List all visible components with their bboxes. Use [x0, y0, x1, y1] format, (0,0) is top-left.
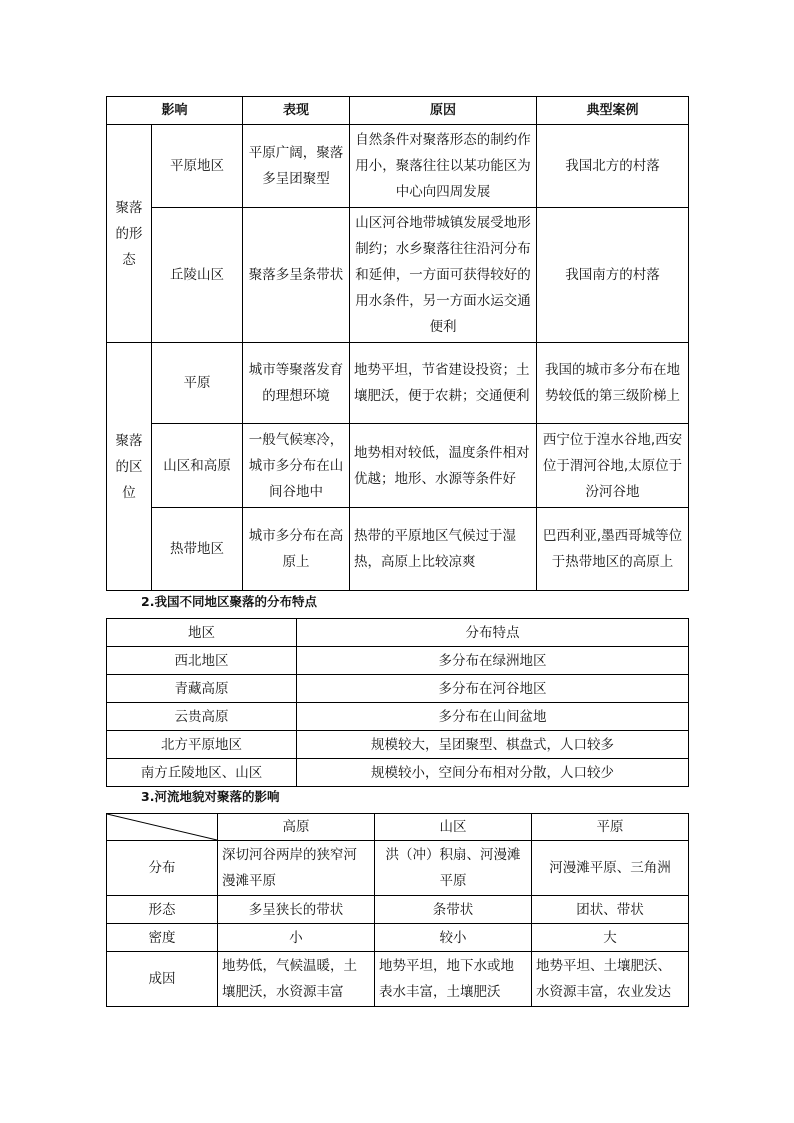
table-row: [107, 759, 689, 787]
row-value: 较小: [375, 924, 532, 952]
row-region: 北方平原地区: [107, 731, 297, 759]
row-value: 深切河谷两岸的狭窄河漫滩平原: [218, 841, 375, 896]
table-row: [107, 125, 689, 208]
row-reason: 山区河谷地带城镇发展受地形制约；水乡聚落往往沿河分布和延伸，一方面可获得较好的用水条件，另一方面水运交通便利: [350, 208, 537, 343]
row-reason: 地势相对较低，温度条件相对优越；地形、水源等条件好: [350, 424, 537, 508]
row-label: 分布: [107, 841, 218, 896]
row-label: 成因: [107, 952, 218, 1007]
group-label-form: 聚落的形态: [107, 125, 152, 343]
table-header-row: [107, 814, 689, 841]
header-influence: 影响: [107, 97, 243, 125]
row-distribution: 多分布在河谷地区: [297, 675, 689, 703]
row-reason: 自然条件对聚落形态的制约作用小，聚落往往以某功能区为中心向四周发展: [350, 125, 537, 208]
row-reason: 地势平坦，节省建设投资；土壤肥沃，便于农耕；交通便利: [350, 343, 537, 424]
row-value: 河漫滩平原、三角洲: [532, 841, 689, 896]
row-feature: 聚落多呈条带状: [243, 208, 350, 343]
row-type: 山区和高原: [152, 424, 243, 508]
row-example: 巴西利亚,墨西哥城等位于热带地区的高原上: [537, 508, 689, 591]
row-type: 平原: [152, 343, 243, 424]
regional-distribution-table: [106, 618, 689, 787]
header-reason: 原因: [350, 97, 537, 125]
row-value: 地势低，气候温暖，土壤肥沃，水资源丰富: [218, 952, 375, 1007]
row-region: 云贵高原: [107, 703, 297, 731]
row-value: 大: [532, 924, 689, 952]
header-mountain: 山区: [375, 814, 532, 841]
row-reason: 热带的平原地区气候过于湿热，高原上比较凉爽: [350, 508, 537, 591]
table-row: [107, 647, 689, 675]
table-row: [107, 731, 689, 759]
table-row: [107, 841, 689, 896]
header-plain: 平原: [532, 814, 689, 841]
row-value: 地势平坦、土壤肥沃、水资源丰富，农业发达: [532, 952, 689, 1007]
header-region: 地区: [107, 619, 297, 647]
table-row: [107, 208, 689, 343]
row-example: 我国北方的村落: [537, 125, 689, 208]
section-caption-3: 3.河流地貌对聚落的影响: [141, 789, 280, 804]
row-feature: 一般气候寒冷，城市多分布在山间谷地中: [243, 424, 350, 508]
row-value: 小: [218, 924, 375, 952]
row-example: 我国的城市多分布在地势较低的第三级阶梯上: [537, 343, 689, 424]
table-header-row: [107, 97, 689, 125]
row-value: 地势平坦，地下水或地表水丰富，土壤肥沃: [375, 952, 532, 1007]
table-row: [107, 343, 689, 424]
row-example: 我国南方的村落: [537, 208, 689, 343]
table-header-row: [107, 619, 689, 647]
row-region: 青藏高原: [107, 675, 297, 703]
row-label: 形态: [107, 896, 218, 924]
diagonal-corner-cell: [107, 814, 218, 841]
row-distribution: 多分布在绿洲地区: [297, 647, 689, 675]
row-region: 西北地区: [107, 647, 297, 675]
row-value: 团状、带状: [532, 896, 689, 924]
row-type: 热带地区: [152, 508, 243, 591]
header-plateau: 高原: [218, 814, 375, 841]
header-distribution: 分布特点: [297, 619, 689, 647]
row-feature: 城市等聚落发育的理想环境: [243, 343, 350, 424]
header-feature: 表现: [243, 97, 350, 125]
row-distribution: 规模较小，空间分布相对分散，人口较少: [297, 759, 689, 787]
section-caption-2: 2.我国不同地区聚落的分布特点: [141, 594, 317, 609]
table-row: [107, 424, 689, 508]
diagonal-line: [107, 814, 217, 840]
table-row: [107, 675, 689, 703]
table-row: [107, 508, 689, 591]
river-landform-table: [106, 813, 689, 1007]
row-value: 洪（冲）积扇、河漫滩平原: [375, 841, 532, 896]
table-row: [107, 703, 689, 731]
row-feature: 平原广阔，聚落多呈团聚型: [243, 125, 350, 208]
row-region: 南方丘陵地区、山区: [107, 759, 297, 787]
row-value: 条带状: [375, 896, 532, 924]
row-type: 丘陵山区: [152, 208, 243, 343]
table-row: [107, 952, 689, 1007]
group-label-location: 聚落的区位: [107, 343, 152, 591]
table-row: [107, 924, 689, 952]
row-label: 密度: [107, 924, 218, 952]
row-distribution: 规模较大，呈团聚型、棋盘式，人口较多: [297, 731, 689, 759]
row-value: 多呈狭长的带状: [218, 896, 375, 924]
row-distribution: 多分布在山间盆地: [297, 703, 689, 731]
header-example: 典型案例: [537, 97, 689, 125]
row-feature: 城市多分布在高原上: [243, 508, 350, 591]
row-example: 西宁位于湟水谷地,西安位于渭河谷地,太原位于汾河谷地: [537, 424, 689, 508]
settlement-influence-table: [106, 96, 689, 591]
table-row: [107, 896, 689, 924]
row-type: 平原地区: [152, 125, 243, 208]
